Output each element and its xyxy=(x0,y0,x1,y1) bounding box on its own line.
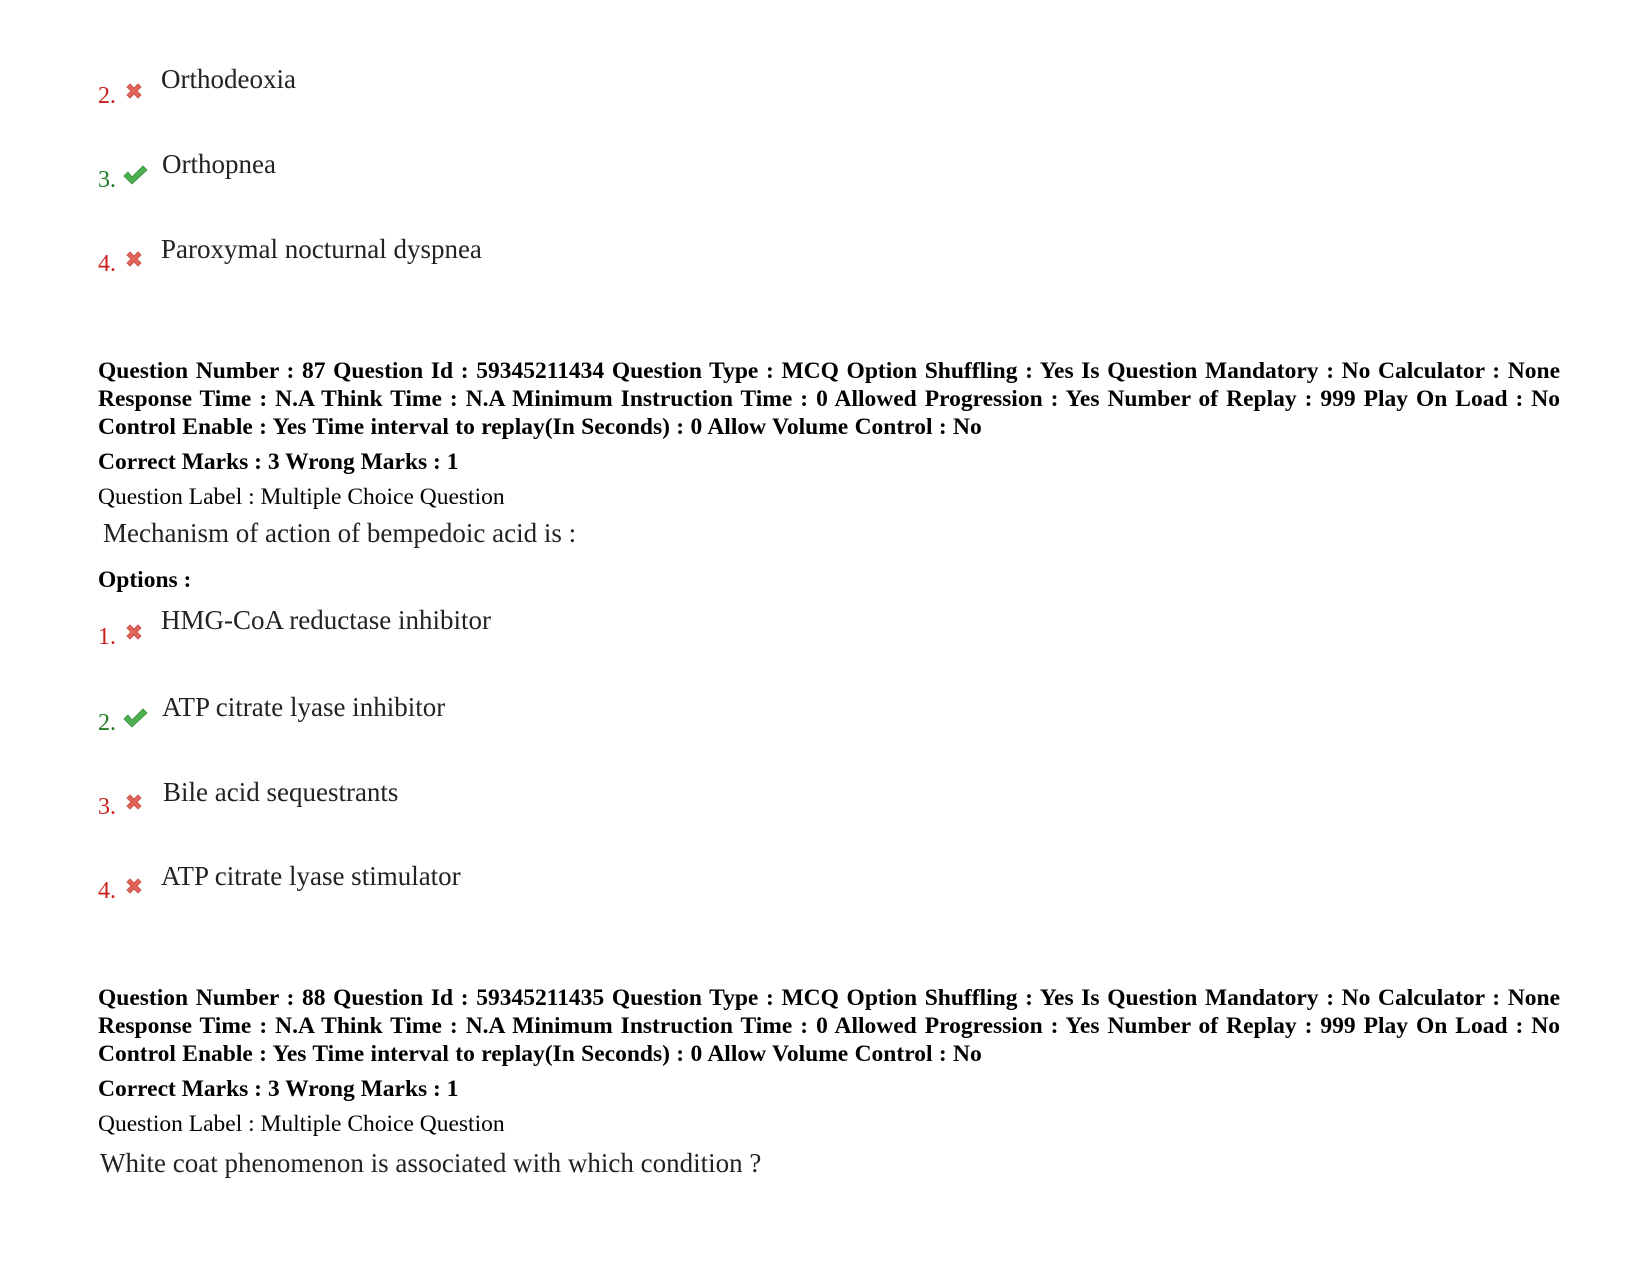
option-text: HMG-CoA reductase inhibitor xyxy=(161,605,491,635)
question-marks: Correct Marks : 3 Wrong Marks : 1 xyxy=(98,449,459,475)
question-text: White coat phenomenon is associated with which condition ? xyxy=(100,1148,762,1178)
question-label: Question Label : Multiple Choice Question xyxy=(98,484,505,510)
option-text: Paroxymal nocturnal dyspnea xyxy=(161,234,482,264)
question-meta: Question Number : 87 Question Id : 59345211434 Question Type : MCQ Option Shuffling : Yes Is Question Mandatory : No Calculator : None Response Time : N.A Think Time : N.A Minimum Instruction Time : 0 Allowed Progression : Yes Number of Replay : 999 Play On Load : No Control Enable : Yes Time interval to replay(In Seconds) : 0 Allow Volume Control : No xyxy=(98,358,1560,440)
check-icon xyxy=(122,707,148,729)
option-text: Orthopnea xyxy=(162,149,276,179)
options-label: Options : xyxy=(98,567,192,593)
option-number: 2. xyxy=(98,710,116,736)
check-icon xyxy=(122,164,148,186)
cross-icon xyxy=(123,248,145,270)
question-marks: Correct Marks : 3 Wrong Marks : 1 xyxy=(98,1076,459,1102)
option-number: 4. xyxy=(98,878,116,904)
option-text: Bile acid sequestrants xyxy=(163,777,399,807)
cross-icon xyxy=(123,80,145,102)
option-text: ATP citrate lyase stimulator xyxy=(161,861,461,891)
option-number: 1. xyxy=(98,624,116,650)
cross-icon xyxy=(123,621,145,643)
option-number: 2. xyxy=(98,83,116,109)
option-text: ATP citrate lyase inhibitor xyxy=(162,692,446,722)
question-text: Mechanism of action of bempedoic acid is : xyxy=(103,518,577,548)
question-label: Question Label : Multiple Choice Question xyxy=(98,1111,505,1137)
option-number: 3. xyxy=(98,167,116,193)
option-text: Orthodeoxia xyxy=(161,64,296,94)
option-number: 4. xyxy=(98,251,116,277)
cross-icon xyxy=(123,791,145,813)
question-meta: Question Number : 88 Question Id : 59345211435 Question Type : MCQ Option Shuffling : Yes Is Question Mandatory : No Calculator : None Response Time : N.A Think Time : N.A Minimum Instruction Time : 0 Allowed Progression : Yes Number of Replay : 999 Play On Load : No Control Enable : Yes Time interval to replay(In Seconds) : 0 Allow Volume Control : No xyxy=(98,985,1560,1067)
option-number: 3. xyxy=(98,794,116,820)
cross-icon xyxy=(123,875,145,897)
